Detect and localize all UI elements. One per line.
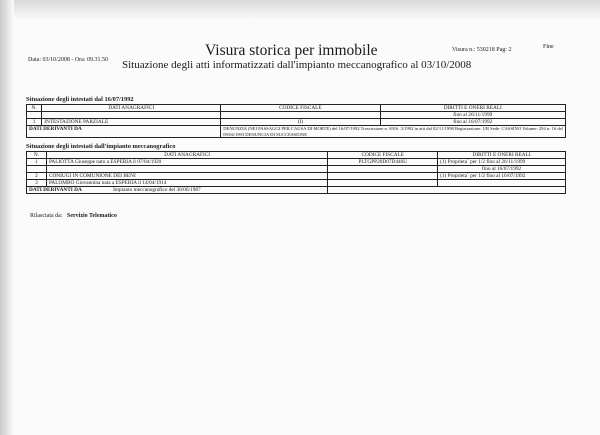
cell-dati: INTESTAZIONE PARZIALE bbox=[42, 119, 221, 126]
derivanti-label: DATI DERIVANTI DA bbox=[29, 187, 82, 193]
col-dati-anagrafici: DATI ANAGRAFICI bbox=[46, 152, 327, 159]
cell-n: 1 bbox=[27, 119, 42, 126]
cell-dati bbox=[46, 166, 327, 173]
page-title: Visura storica per immobile bbox=[205, 42, 378, 59]
derivanti-label: DATI DERIVANTI DA bbox=[29, 126, 82, 132]
table-row bbox=[27, 112, 566, 119]
col-diritti: DIRITTI E ONERI REALI bbox=[380, 105, 565, 112]
derivanti-row bbox=[27, 187, 566, 194]
derivanti-row bbox=[27, 126, 566, 138]
cell-diritti: fino al 16/07/1992 bbox=[438, 166, 566, 173]
cell-diritti: fino al 16/07/1992 bbox=[380, 119, 565, 126]
cell-dati: CONIUGI IN COMUNIONE DEI BENI bbox=[46, 173, 327, 180]
cell-cf bbox=[328, 166, 438, 173]
print-datetime: Data: 03/10/2008 - Ora: 09.31.50 bbox=[28, 57, 108, 63]
cell-n bbox=[27, 112, 42, 119]
section2-title: Situazione degli intestati dall'impianto meccanografico bbox=[26, 143, 176, 150]
col-codice-fiscale: CODICE FISCALE bbox=[221, 105, 380, 112]
derivanti-label-cell bbox=[27, 187, 328, 194]
cell-dati: PALIOTTA Giuseppe nato a ESPERIA il 07/04/1920 bbox=[46, 159, 327, 166]
cell-cf bbox=[328, 180, 438, 187]
section1-table bbox=[26, 104, 566, 138]
derivanti-value-cell bbox=[221, 126, 566, 138]
cell-dati bbox=[42, 112, 221, 119]
cell-n bbox=[27, 166, 47, 173]
cell-dati: PALOMBO Giovannina nata a ESPERIA il 14/04/1914 bbox=[46, 180, 327, 187]
cell-diritti: (1) Proprieta` per 1/2 fino al 26/11/1999 bbox=[438, 159, 566, 166]
derivanti-value: Impianto meccanografico del 30/06/1987 bbox=[113, 187, 201, 193]
section2-table bbox=[26, 151, 566, 194]
visura-number: Visura n.: 530218 Pag: 2 bbox=[452, 47, 512, 53]
col-codice-fiscale: CODICE FISCALE bbox=[328, 152, 438, 159]
scan-shadow-left bbox=[0, 0, 14, 435]
section1-title: Situazione degli intestati dal 16/07/1992 bbox=[26, 96, 134, 103]
col-n: N. bbox=[27, 105, 42, 112]
col-n: N. bbox=[27, 152, 47, 159]
cell-cf bbox=[328, 173, 438, 180]
derivanti-label-cell bbox=[27, 126, 221, 138]
cell-n: 1 bbox=[27, 159, 47, 166]
cell-diritti: fino al 26/11/1999 bbox=[380, 112, 565, 119]
col-dati-anagrafici: DATI ANAGRAFICI bbox=[42, 105, 221, 112]
cell-diritti: (1) Proprieta` per 1/2 fino al 16/07/1992 bbox=[438, 173, 566, 180]
rilasciata-value: Servizio Telematico bbox=[67, 213, 117, 219]
table-row bbox=[27, 159, 566, 166]
table-row bbox=[27, 166, 566, 173]
table-row bbox=[27, 173, 566, 180]
scan-shadow-top bbox=[0, 0, 600, 20]
table-row bbox=[27, 119, 566, 126]
rilasciata-label: Rilasciata da: bbox=[30, 213, 63, 219]
derivanti-empty-cell bbox=[328, 187, 566, 194]
cell-n: 3 bbox=[27, 180, 47, 187]
cell-cf bbox=[221, 112, 380, 119]
table-row bbox=[27, 180, 566, 187]
rilasciata-line bbox=[30, 213, 117, 219]
cell-cf: (I) bbox=[221, 119, 380, 126]
derivanti-line2: 09/04/1993 DENUNCIA DI SUCCESSIONE bbox=[223, 131, 308, 137]
table-header-row bbox=[27, 152, 566, 159]
cell-cf: PLTGPP20D07D440U bbox=[328, 159, 438, 166]
derivanti-line1: DENUNZIA (NEI PASSAGGI PER CAUSA DI MORTE) del 16/07/1992 Trascrizione n. 6916 .3/1992 in atti dal 02/11/1998 Registrazione: UR Sede: CASSINO Volume: 294 n: 16 del bbox=[223, 126, 563, 131]
table-header-row bbox=[27, 105, 566, 112]
cell-n: 2 bbox=[27, 173, 47, 180]
cell-diritti bbox=[438, 180, 566, 187]
page-subtitle: Situazione degli atti informatizzati dall'impianto meccanografico al 03/10/2008 bbox=[122, 59, 472, 71]
fine-label: Fine bbox=[543, 44, 554, 50]
col-diritti: DIRITTI E ONERI REALI bbox=[438, 152, 566, 159]
